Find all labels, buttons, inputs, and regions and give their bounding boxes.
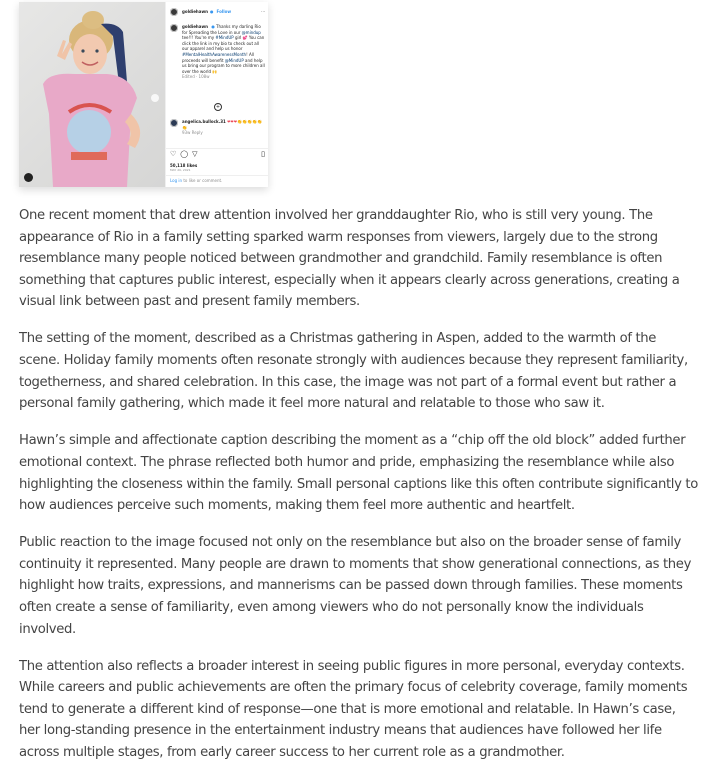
comment-meta: 93w Reply (182, 130, 203, 136)
load-more-comments-icon[interactable]: + (215, 104, 221, 110)
paragraph: One recent moment that drew attention involved her granddaughter Rio, who is still very young. The appearance of Rio in a family setting sparked warm responses from viewers, largely due to the strong resemblance many people noticed between grandmother and grandchild. Family resemblance is often something that captures public interest, especially when it appears clearly across generations, creating a visual link between past and present family members. (19, 208, 680, 310)
post-username[interactable]: goldiehawn (182, 9, 209, 15)
verified-badge-icon: ● (210, 9, 214, 15)
post-actions (170, 152, 265, 158)
caption-hashtag[interactable]: #MindUP (215, 35, 234, 41)
more-horizontal-icon[interactable]: ··· (261, 9, 265, 15)
user-avatar[interactable] (170, 8, 178, 16)
login-link[interactable]: Log in (170, 178, 183, 183)
post-photo[interactable] (19, 2, 165, 187)
caption-mention[interactable]: @mindup (241, 29, 261, 35)
caption-mention[interactable]: @MindUP (224, 57, 244, 63)
post-side-panel (165, 2, 268, 187)
comment (170, 119, 265, 136)
instagram-embed[interactable] (19, 2, 268, 187)
caption-text: ! All proceeds will benefit (182, 51, 254, 63)
paragraph: Public reaction to the image focused not only on the resemblance but also on the broader sense of family continuity it represented. Many people are drawn to moments that show generational connections, as they highlight how traits, expressions, and mannerisms can be passed down through families. These moments often create a sense of familiarity, even among viewers who do not personally know the individuals involved. (19, 535, 692, 637)
share-icon[interactable]: ▽ (192, 150, 198, 158)
caption-text: tee!!! You're my (182, 35, 216, 41)
likes-count[interactable]: 50,118 likes (170, 163, 198, 168)
comment-icon[interactable]: ◯ (180, 150, 189, 158)
verified-badge-icon: ● (211, 24, 215, 29)
paragraph: Hawn’s simple and affectionate caption describing the moment as a “chip off the old block” added further emotional context. The phrase reflected both humor and pride, emphasizing the resemblance while also highlighting the closeness within the family. Small personal captions like this often contribute significantly to how audiences perceive such moments, making them feel more authentic and heartfelt. (19, 433, 698, 514)
caption-avatar[interactable] (170, 24, 178, 32)
heart-icon[interactable]: ♡ (170, 150, 177, 158)
caption-meta: Edited · 108w (182, 74, 210, 80)
post-caption (170, 24, 265, 80)
login-text: to like or comment. (182, 178, 223, 183)
article-body (19, 205, 699, 779)
caption-text: girl 💕 You can click the link in my bio to check out all our apparel and help us honor (182, 35, 265, 52)
comment-username[interactable]: angelica.bullock.31 (182, 119, 226, 124)
caption-hashtag[interactable]: #MentalHealthAwarenessMonth (182, 51, 247, 57)
caption-username[interactable]: goldiehawn (182, 24, 209, 29)
next-image-arrow[interactable] (151, 94, 159, 102)
caption-text: Thanks my darling Rio for Spreading the Love in our (182, 24, 261, 35)
bookmark-icon[interactable]: ▯ (261, 150, 265, 158)
paragraph: The attention also reflects a broader interest in seeing public figures in more personal, everyday contexts. While careers and public achievements are often the primary focus of celebrity coverage, family moments tend to generate a different kind of response—one that is more emotional and relatable. In Hawn’s case, her long-standing presence in the entertainment industry means that audiences have followed her life across multiple stages, from early career success to her current role as a grandmother. (19, 658, 688, 761)
tagged-user-icon[interactable] (24, 173, 33, 182)
child-photo-illustration (19, 2, 165, 187)
paragraph: The setting of the moment, described as a Christmas gathering in Aspen, added to the warmth of the scene. Holiday family moments often resonate strongly with audiences because they represent familiarity, togetherness, and shared celebration. In this case, the image was not part of a formal event but rather a personal family gathering, which made it feel more natural and relatable to those who saw it. (19, 331, 688, 412)
post-header (170, 7, 265, 17)
divider (166, 148, 268, 149)
follow-button[interactable]: Follow (216, 9, 232, 15)
caption-text: and help us bring our program to more children all over the world 🙌 (182, 57, 265, 74)
comment-text: ❤❤❤👏👏👏👏👏👏 (182, 119, 263, 130)
login-prompt (170, 178, 222, 184)
commenter-avatar[interactable] (170, 119, 178, 127)
divider (166, 175, 268, 176)
post-date: MAY 20, 2021 (170, 168, 191, 172)
